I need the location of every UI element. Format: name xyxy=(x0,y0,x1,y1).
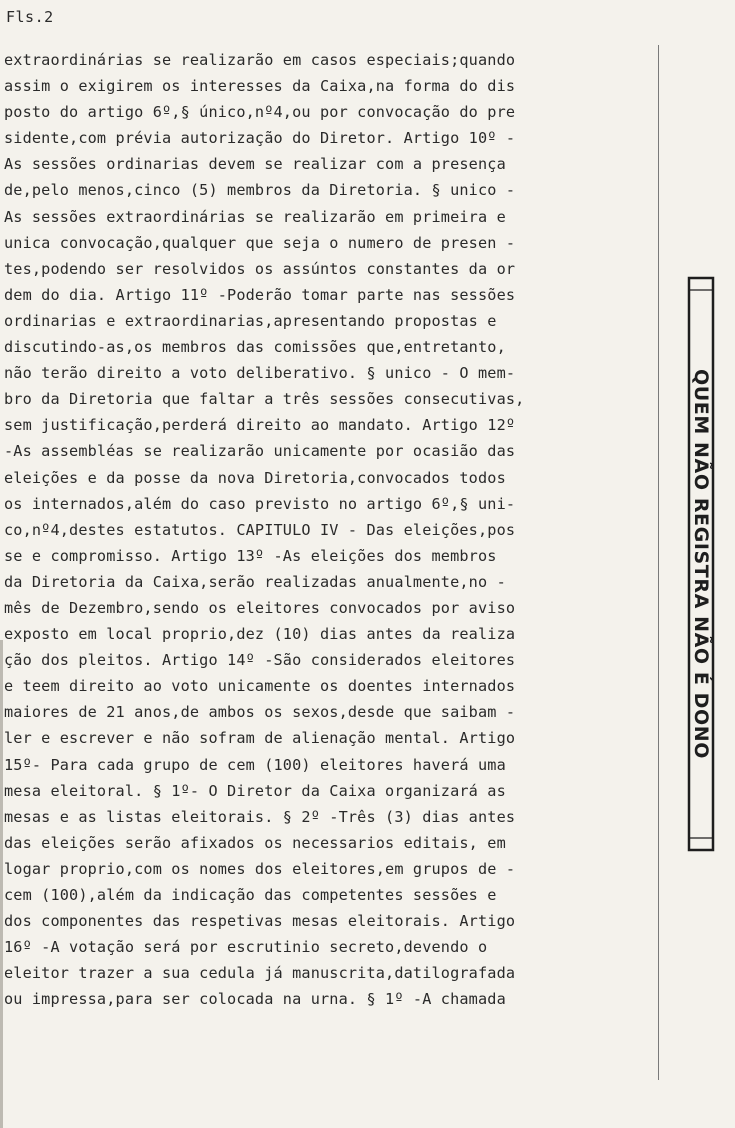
text-line: e teem direito ao voto unicamente os doentes internados xyxy=(4,677,516,696)
text-line: exposto em local proprio,dez (10) dias antes da realiza xyxy=(4,625,516,644)
text-line: posto do artigo 6º,§ único,nº4,ou por convocação do pre xyxy=(4,103,516,122)
text-line: das eleições serão afixados os necessarios editais, em xyxy=(4,833,506,852)
text-line: ordinarias e extraordinarias,apresentando propostas e xyxy=(4,311,497,330)
text-line: tes,podendo ser resolvidos os assúntos constantes da or xyxy=(4,259,516,278)
text-line: sem justificação,perderá direito ao mandato. Artigo 12º xyxy=(4,416,516,435)
text-line: dos componentes das respetivas mesas eleitorais. Artigo xyxy=(4,912,516,931)
text-line: -As assembléas se realizarão unicamente por ocasião das xyxy=(4,442,516,461)
text-line: logar proprio,com os nomes dos eleitores,em grupos de - xyxy=(4,859,516,878)
text-line: sidente,com prévia autorização do Diretor. Artigo 10º - xyxy=(4,129,516,148)
text-line: mesa eleitoral. § 1º- O Diretor da Caixa organizará as xyxy=(4,781,506,800)
text-line: discutindo-as,os membros das comissões que,entretanto, xyxy=(4,338,506,357)
text-line: 16º -A votação será por escrutinio secreto,devendo o xyxy=(4,938,488,957)
text-line: assim o exigirem os interesses da Caixa,na forma do dis xyxy=(4,77,516,96)
stamp-text: QUEM NÃO REGISTRA NÃO É DONO xyxy=(690,368,712,760)
registry-stamp xyxy=(683,274,719,854)
text-line: ção dos pleitos. Artigo 14º -São considerados eleitores xyxy=(4,651,516,670)
text-line: se e compromisso. Artigo 13º -As eleições dos membros xyxy=(4,546,497,565)
text-line: extraordinárias se realizarão em casos especiais;quando xyxy=(4,51,516,69)
text-line: os internados,além do caso previsto no artigo 6º,§ uni- xyxy=(4,494,516,513)
text-line: dem do dia. Artigo 11º -Poderão tomar parte nas sessões xyxy=(4,285,516,304)
text-line: da Diretoria da Caixa,serão realizadas anualmente,no - xyxy=(4,572,506,591)
text-line: eleições e da posse da nova Diretoria,convocados todos xyxy=(4,468,506,487)
text-line: maiores de 21 anos,de ambos os sexos,desde que saibam - xyxy=(4,703,516,722)
text-line: mesas e as listas eleitorais. § 2º -Três (3) dias antes xyxy=(4,807,516,826)
text-line: mês de Dezembro,sendo os eleitores convocados por aviso xyxy=(4,598,516,617)
text-line: co,nº4,destes estatutos. CAPITULO IV - Das eleições,pos xyxy=(4,520,516,539)
left-margin-shadow xyxy=(0,640,3,1128)
text-line: cem (100),além da indicação das competentes sessões e xyxy=(4,886,497,904)
text-line: 15º- Para cada grupo de cem (100) eleitores haverá uma xyxy=(4,755,506,774)
text-line: As sessões ordinarias devem se realizar com a presença xyxy=(4,155,506,174)
text-line: ler e escrever e não sofram de alienação mental. Artigo xyxy=(4,729,516,748)
text-line: eleitor trazer a sua cedula já manuscrita,datilografada xyxy=(4,964,516,983)
text-line: não terão direito a voto deliberativo. § unico - O mem- xyxy=(4,364,516,383)
text-line: As sessões extraordinárias se realizarão em primeira e xyxy=(4,207,506,226)
text-line: bro da Diretoria que faltar a três sessões consecutivas, xyxy=(4,390,525,409)
text-line: ou impressa,para ser colocada na urna. § 1º -A chamada xyxy=(4,990,506,1009)
right-margin-rule xyxy=(658,45,659,1080)
text-line: unica convocação,qualquer que seja o numero de presen - xyxy=(4,233,516,252)
typewritten-text-block xyxy=(4,47,660,1012)
text-line: de,pelo menos,cinco (5) membros da Diretoria. § unico - xyxy=(4,181,516,200)
page-label: Fls.2 xyxy=(6,8,54,26)
